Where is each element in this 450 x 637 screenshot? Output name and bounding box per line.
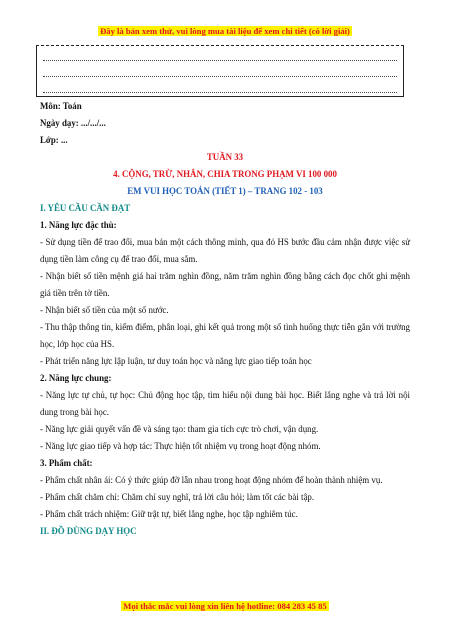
list-item: - Phát triển năng lực lập luận, tư duy toán học và năng lực giao tiếp toán học (40, 356, 312, 366)
list-item: - Thu thập thông tin, kiểm điểm, phân loại, ghi kết quả trong một số tình huống thực tiễn gắn với trường học, lớp học của HS. (40, 322, 410, 349)
subsection-general-competence: 2. Năng lực chung: (40, 373, 112, 383)
subsection-qualities: 3. Phẩm chất: (40, 458, 93, 468)
list-item: - Nhận biết số tiền mệnh giá hai trăm nghìn đồng, năm trăm nghìn đồng bằng cách đọc chốt ghi mệnh giá tiền trên tờ tiền. (40, 271, 410, 298)
class: Lớp: ... (40, 135, 68, 145)
chapter-title: 4. CỘNG, TRỪ, NHÂN, CHIA TRONG PHẠM VI 100 000 (113, 169, 337, 179)
lesson-plan (40, 98, 410, 540)
lesson-title: EM VUI HỌC TOÁN (TIẾT 1) – TRANG 102 - 103 (127, 186, 323, 196)
notes-line (43, 92, 397, 93)
hotline-text: Mọi thắc mắc vui lòng xin liên hệ hotline: 084 283 45 85 (123, 601, 327, 611)
list-item: - Phẩm chất trách nhiệm: Giữ trật tự, biết lắng nghe, học tập nghiêm túc. (40, 509, 298, 519)
list-item: - Nhận biết số tiền của một số nước. (40, 305, 169, 315)
list-item: - Phẩm chất nhân ái: Có ý thức giúp đỡ lẫn nhau trong hoạt động nhóm để hoàn thành nhiệm vụ. (40, 475, 383, 485)
list-item: - Năng lực giải quyết vấn đề và sáng tạo: tham gia tích cực trò chơi, vận dụng. (40, 424, 319, 434)
preview-banner-text: Đây là bản xem thử, vui lòng mua tài liệu để xem chi tiết (có lời giải) (100, 26, 350, 36)
week-title: TUẦN 33 (206, 152, 244, 162)
subsection-specific-competence: 1. Năng lực đặc thù: (40, 220, 117, 230)
hotline-footer (0, 601, 450, 611)
notes-box (36, 45, 404, 97)
teaching-date: Ngày dạy: .../.../... (40, 118, 106, 128)
preview-banner (0, 26, 450, 36)
list-item: - Phẩm chất chăm chỉ: Chăm chỉ suy nghĩ, trả lời câu hỏi; làm tốt các bài tập. (40, 492, 315, 502)
list-item: - Năng lực tự chủ, tự học: Chủ động học tập, tìm hiểu nội dung bài học. Biết lắng nghe và trả lời nội dung trong bài học. (40, 390, 410, 417)
section-materials: II. ĐỒ DÙNG DẠY HỌC (40, 526, 137, 536)
notes-line (43, 60, 397, 61)
section-requirements: I. YÊU CẦU CẦN ĐẠT (40, 203, 131, 213)
list-item: - Năng lực giao tiếp và hợp tác: Thực hiện tốt nhiệm vụ trong hoạt động nhóm. (40, 441, 321, 451)
list-item: - Sử dụng tiền để trao đổi, mua bán một cách thông minh, qua đó HS bước đầu cảm nhận được việc sử dụng tiền làm công cụ để trao đổi, mua sắm. (40, 237, 410, 264)
subject: Môn: Toán (40, 101, 82, 111)
notes-line (43, 76, 397, 77)
